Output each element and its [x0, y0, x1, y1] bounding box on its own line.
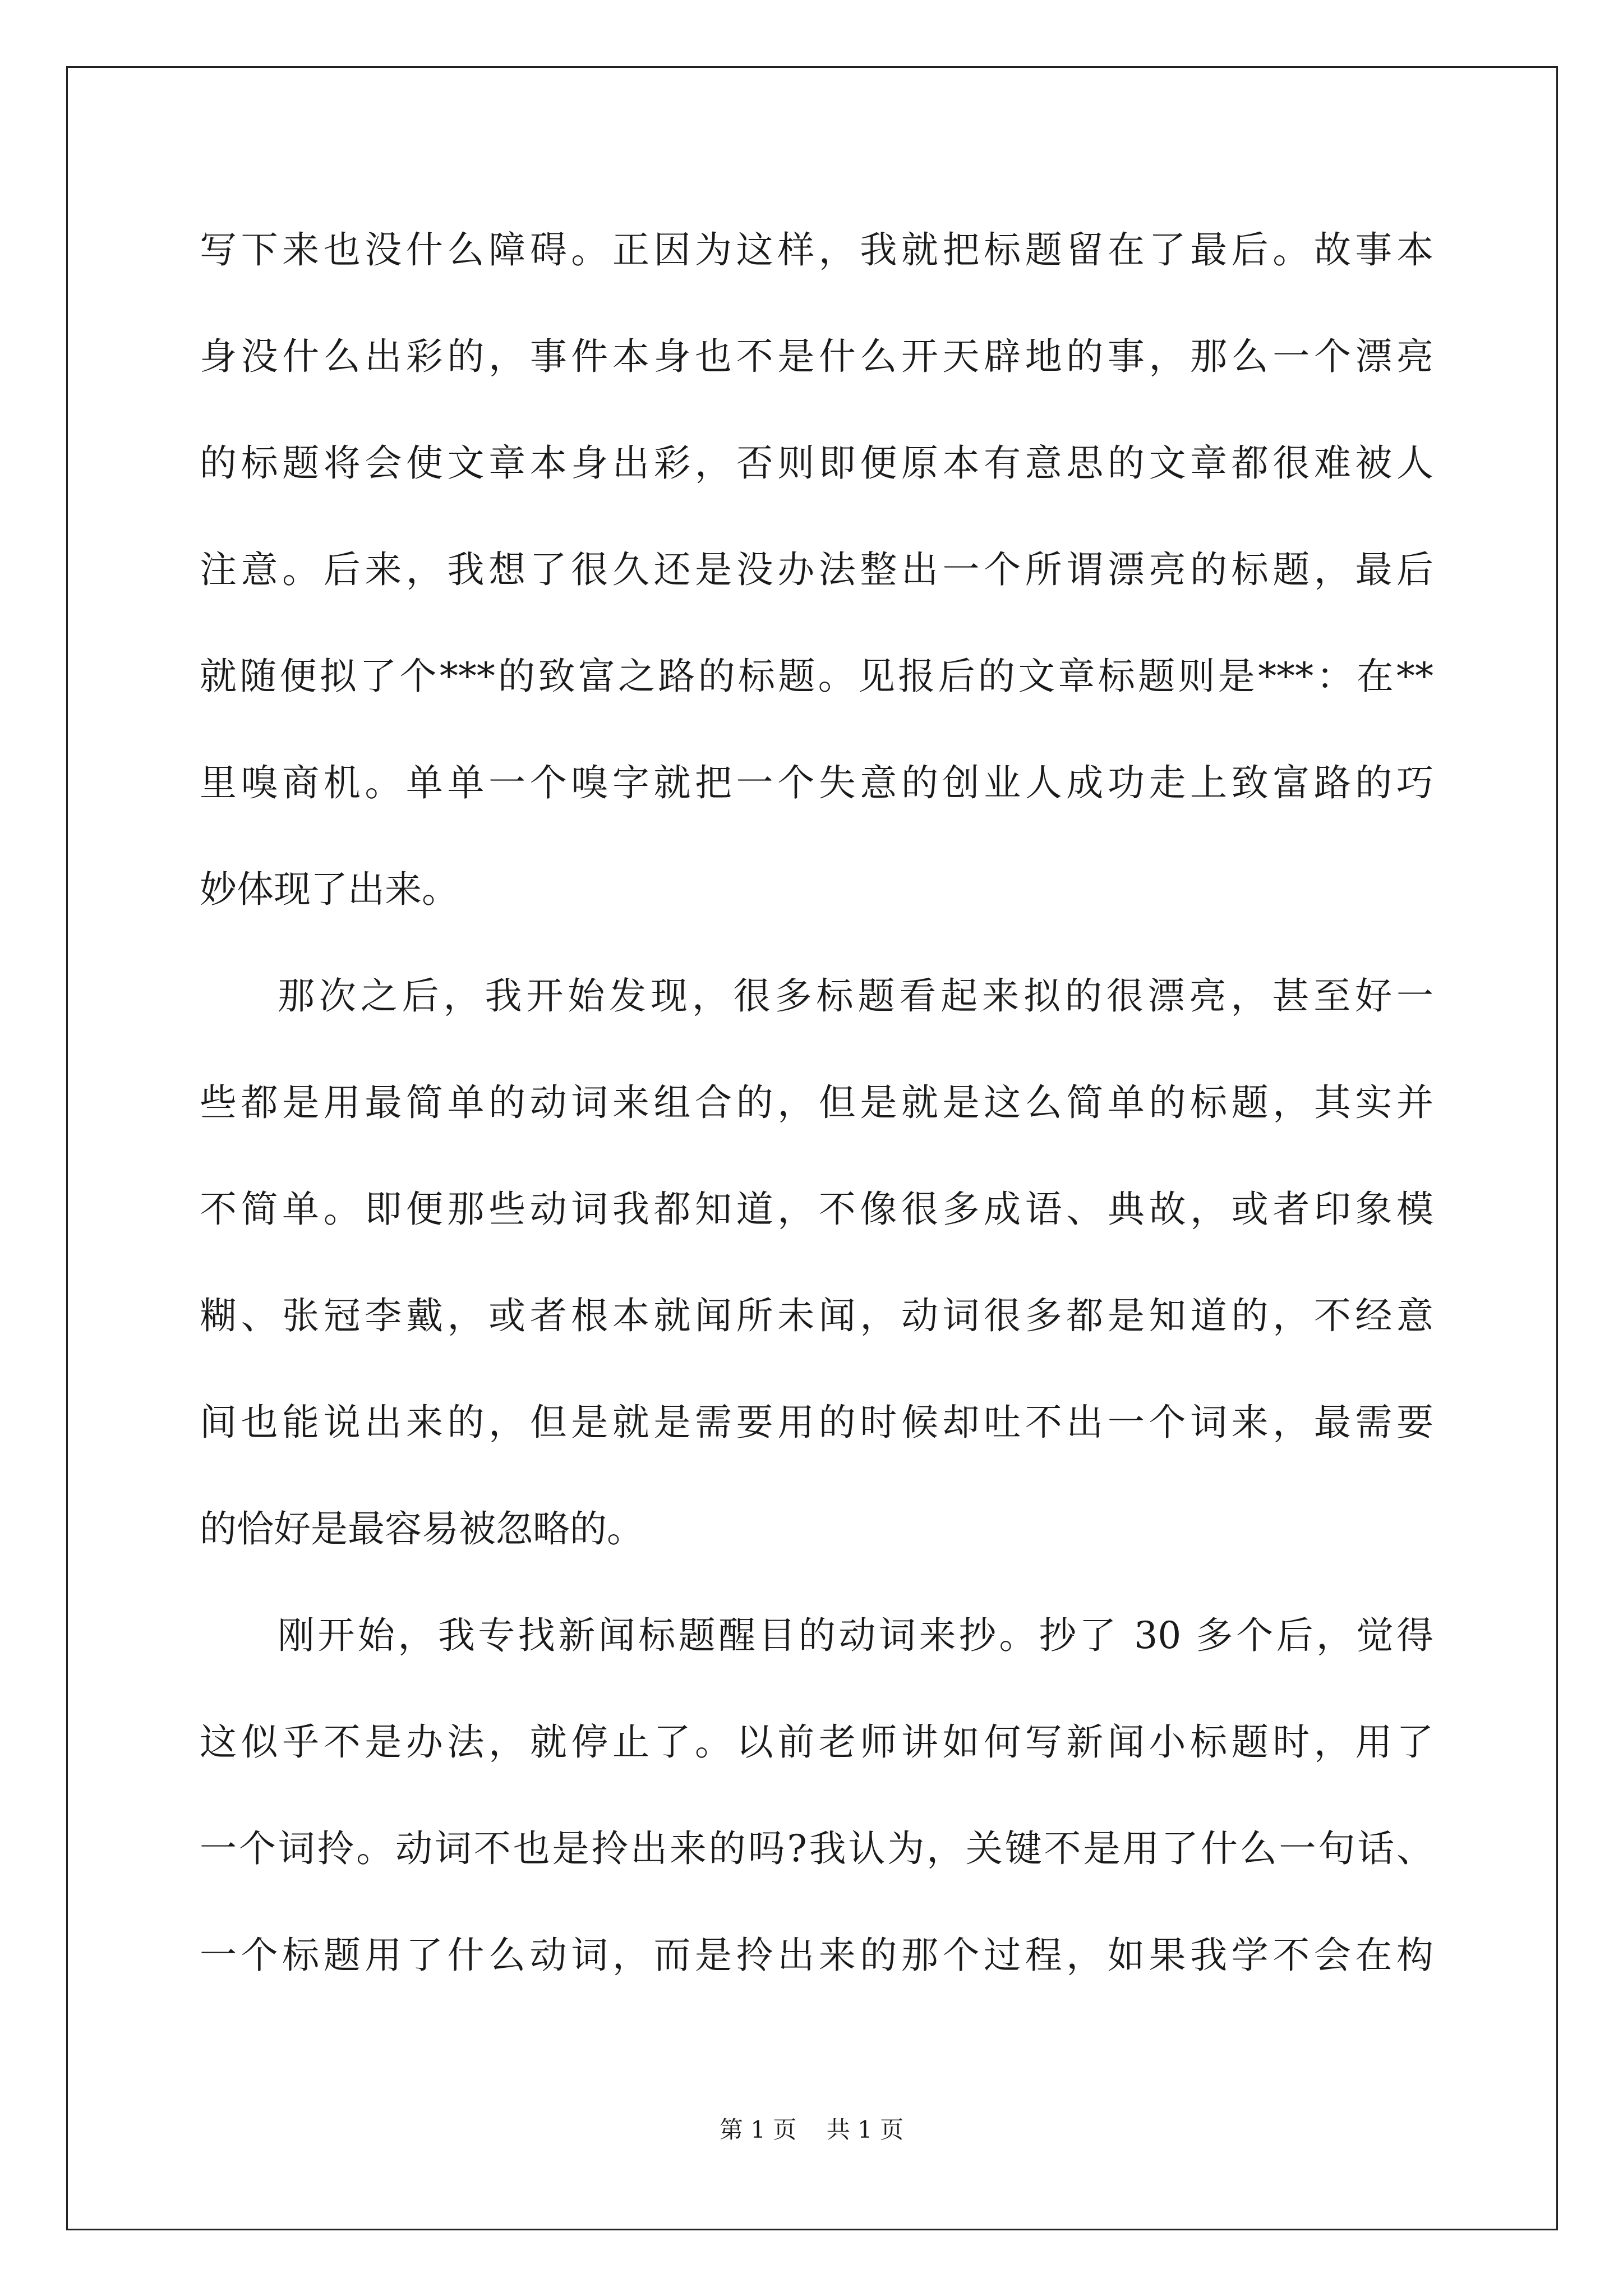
text-line-10: 不简单。即便那些动词我都知道，不像很多成语、典故，或者印象模 [200, 1188, 1433, 1231]
text-line-6: 里嗅商机。单单一个嗅字就把一个失意的创业人成功走上致富路的巧 [200, 761, 1433, 804]
text-line-15: 这似乎不是办法，就停止了。以前老师讲如何写新闻小标题时，用了 [200, 1720, 1433, 1764]
text-line-12: 间也能说出来的，但是就是需要用的时候却吐不出一个词来，最需要 [200, 1401, 1433, 1444]
text-line-14: 刚开始，我专找新闻标题醒目的动词来抄。抄了 30 多个后，觉得 [278, 1614, 1433, 1657]
page-number-label: 第 1 页 共 1 页 [719, 2116, 904, 2143]
text-line-13: 的恰好是最容易被忽略的。 [200, 1507, 644, 1550]
text-line-11: 糊、张冠李戴，或者根本就闻所未闻，动词很多都是知道的，不经意 [200, 1294, 1433, 1337]
text-line-8: 那次之后，我开始发现，很多标题看起来拟的很漂亮，甚至好一 [278, 974, 1433, 1018]
text-line-17: 一个标题用了什么动词，而是拎出来的那个过程，如果我学不会在构 [200, 1934, 1433, 1977]
text-line-5: 就随便拟了个***的致富之路的标题。见报后的文章标题则是***：在** [200, 655, 1433, 698]
text-line-4: 注意。后来，我想了很久还是没办法整出一个所谓漂亮的标题，最后 [200, 548, 1433, 591]
text-line-3: 的标题将会使文章本身出彩，否则即便原本有意思的文章都很难被人 [200, 441, 1433, 485]
text-line-7: 妙体现了出来。 [200, 868, 459, 911]
text-line-1: 写下来也没什么障碍。正因为这样，我就把标题留在了最后。故事本 [200, 228, 1433, 272]
page-footer [0, 2113, 1623, 2147]
text-line-9: 些都是用最简单的动词来组合的，但是就是这么简单的标题，其实并 [200, 1081, 1433, 1124]
page-border [66, 66, 1558, 2230]
text-line-16: 一个词拎。动词不也是拎出来的吗?我认为，关键不是用了什么一句话、 [200, 1827, 1433, 1870]
text-line-2: 身没什么出彩的，事件本身也不是什么开天辟地的事，那么一个漂亮 [200, 335, 1433, 378]
